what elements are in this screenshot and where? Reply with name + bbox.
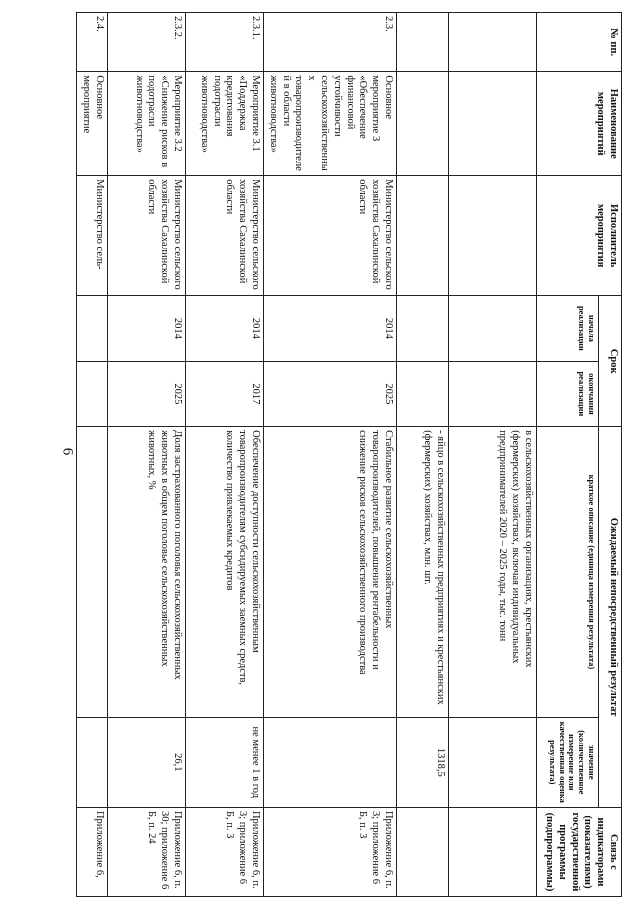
page-number: 6: [59, 447, 76, 456]
table-row: [397, 13, 449, 897]
cell-start: 2014: [108, 296, 186, 362]
header-result-desc: краткое описание (единица измерения результата): [537, 427, 599, 718]
cell-desc: Обеспечение доступности сельскохозяйственным товаропроизводителям субсидируемых заемных средств, количество привлекаемых кредитов: [186, 427, 264, 718]
table-row: [108, 13, 186, 897]
cell-start: 2014: [186, 296, 264, 362]
cell-num: 2.4.: [77, 13, 108, 72]
cell-num: [397, 13, 449, 72]
cell-desc: - яйцо в сельскохозяйственных предприятиях и крестьянских (фермерских) хозяйствах, млн. шт.: [397, 427, 449, 718]
cell-name: Мероприятие 3.2 «Снижение рисков в подотрасли животноводства»: [108, 72, 186, 176]
cell-start: 2014: [264, 296, 397, 362]
cell-name: Основное мероприятие 3 «Обеспечение финансовой устойчивости сельскохозяйственных товаропроизводителей в области животноводства»: [264, 72, 397, 176]
cell-num: 2.3.1.: [186, 13, 264, 72]
cell-name: Основное мероприятие: [77, 72, 108, 176]
cell-end: [77, 361, 108, 427]
cell-num: [449, 13, 537, 72]
cell-num: 2.3.2.: [108, 13, 186, 72]
cell-num: 2.3.: [264, 13, 397, 72]
cell-desc: [77, 427, 108, 718]
cell-end: 2025: [264, 361, 397, 427]
cell-name: Мероприятие 3.1 «Поддержка кредитования подотрасли животноводства»: [186, 72, 264, 176]
cell-executor: [449, 176, 537, 296]
cell-desc: Доля застрахованного поголовья сельскохозяйственных животных в общем поголовье сельскохозяйственных животных, %: [108, 427, 186, 718]
header-term-start: начала реализации: [537, 296, 599, 362]
cell-link: Приложение 6, п. 3; приложение 6 Б, п. 3: [264, 807, 397, 896]
cell-value: 26,1: [108, 717, 186, 807]
header-term-end: окончания реализации: [537, 361, 599, 427]
cell-name: [449, 72, 537, 176]
cell-end: [397, 361, 449, 427]
cell-value: [77, 717, 108, 807]
cell-link: Приложение 6,: [77, 807, 108, 896]
cell-link: Приложение 6, п. 30; приложение 6 Б, п. 24: [108, 807, 186, 896]
events-table: [76, 12, 622, 897]
header-executor: Исполнитель мероприятия: [537, 176, 622, 296]
rotated-document-table: [81, 12, 622, 897]
cell-start: [397, 296, 449, 362]
cell-end: 2017: [186, 361, 264, 427]
table-row: [77, 13, 108, 897]
cell-executor: Министерство сель-: [77, 176, 108, 296]
cell-desc: в сельскохозяйственных организациях, крестьянских (фермерских) хозяйствах, включая индивидуальных предпринимателей 2020 – 2025 годы, тыс. тонн: [449, 427, 537, 718]
header-result-value: значение (количественное измерение или качественная оценка результата): [537, 717, 599, 807]
cell-value: 1318,5: [397, 717, 449, 807]
cell-link: [449, 807, 537, 896]
cell-desc: Стабильное развитие сельскохозяйственных товаропроизводителей, повышение рентабельности и снижение рисков сельскохозяйственного производства: [264, 427, 397, 718]
cell-executor: Министерство сельского хозяйства Сахалинской области: [264, 176, 397, 296]
cell-executor: Министерство сельского хозяйства Сахалинской области: [186, 176, 264, 296]
cell-value: [449, 717, 537, 807]
cell-executor: [397, 176, 449, 296]
table-row: [186, 13, 264, 897]
table-row: [449, 13, 537, 897]
cell-link: [397, 807, 449, 896]
cell-end: 2025: [108, 361, 186, 427]
cell-link: Приложение 6, п. 3; приложение 6 Б, п. 3: [186, 807, 264, 896]
header-term: Срок: [599, 296, 622, 427]
cell-start: [449, 296, 537, 362]
cell-start: [77, 296, 108, 362]
header-name: Наименование мероприятий: [537, 72, 622, 176]
header-num: № пп.: [537, 13, 622, 72]
cell-end: [449, 361, 537, 427]
cell-value: [264, 717, 397, 807]
table-row: [264, 13, 397, 897]
header-result: Ожидаемый непосредственный результат: [599, 427, 622, 808]
header-link: Связь с индикаторами (показателями) государственной программы (подпрограммы): [537, 807, 622, 896]
cell-executor: Министерство сельского хозяйства Сахалинской области: [108, 176, 186, 296]
cell-value: не менее 1 в год: [186, 717, 264, 807]
cell-name: [397, 72, 449, 176]
